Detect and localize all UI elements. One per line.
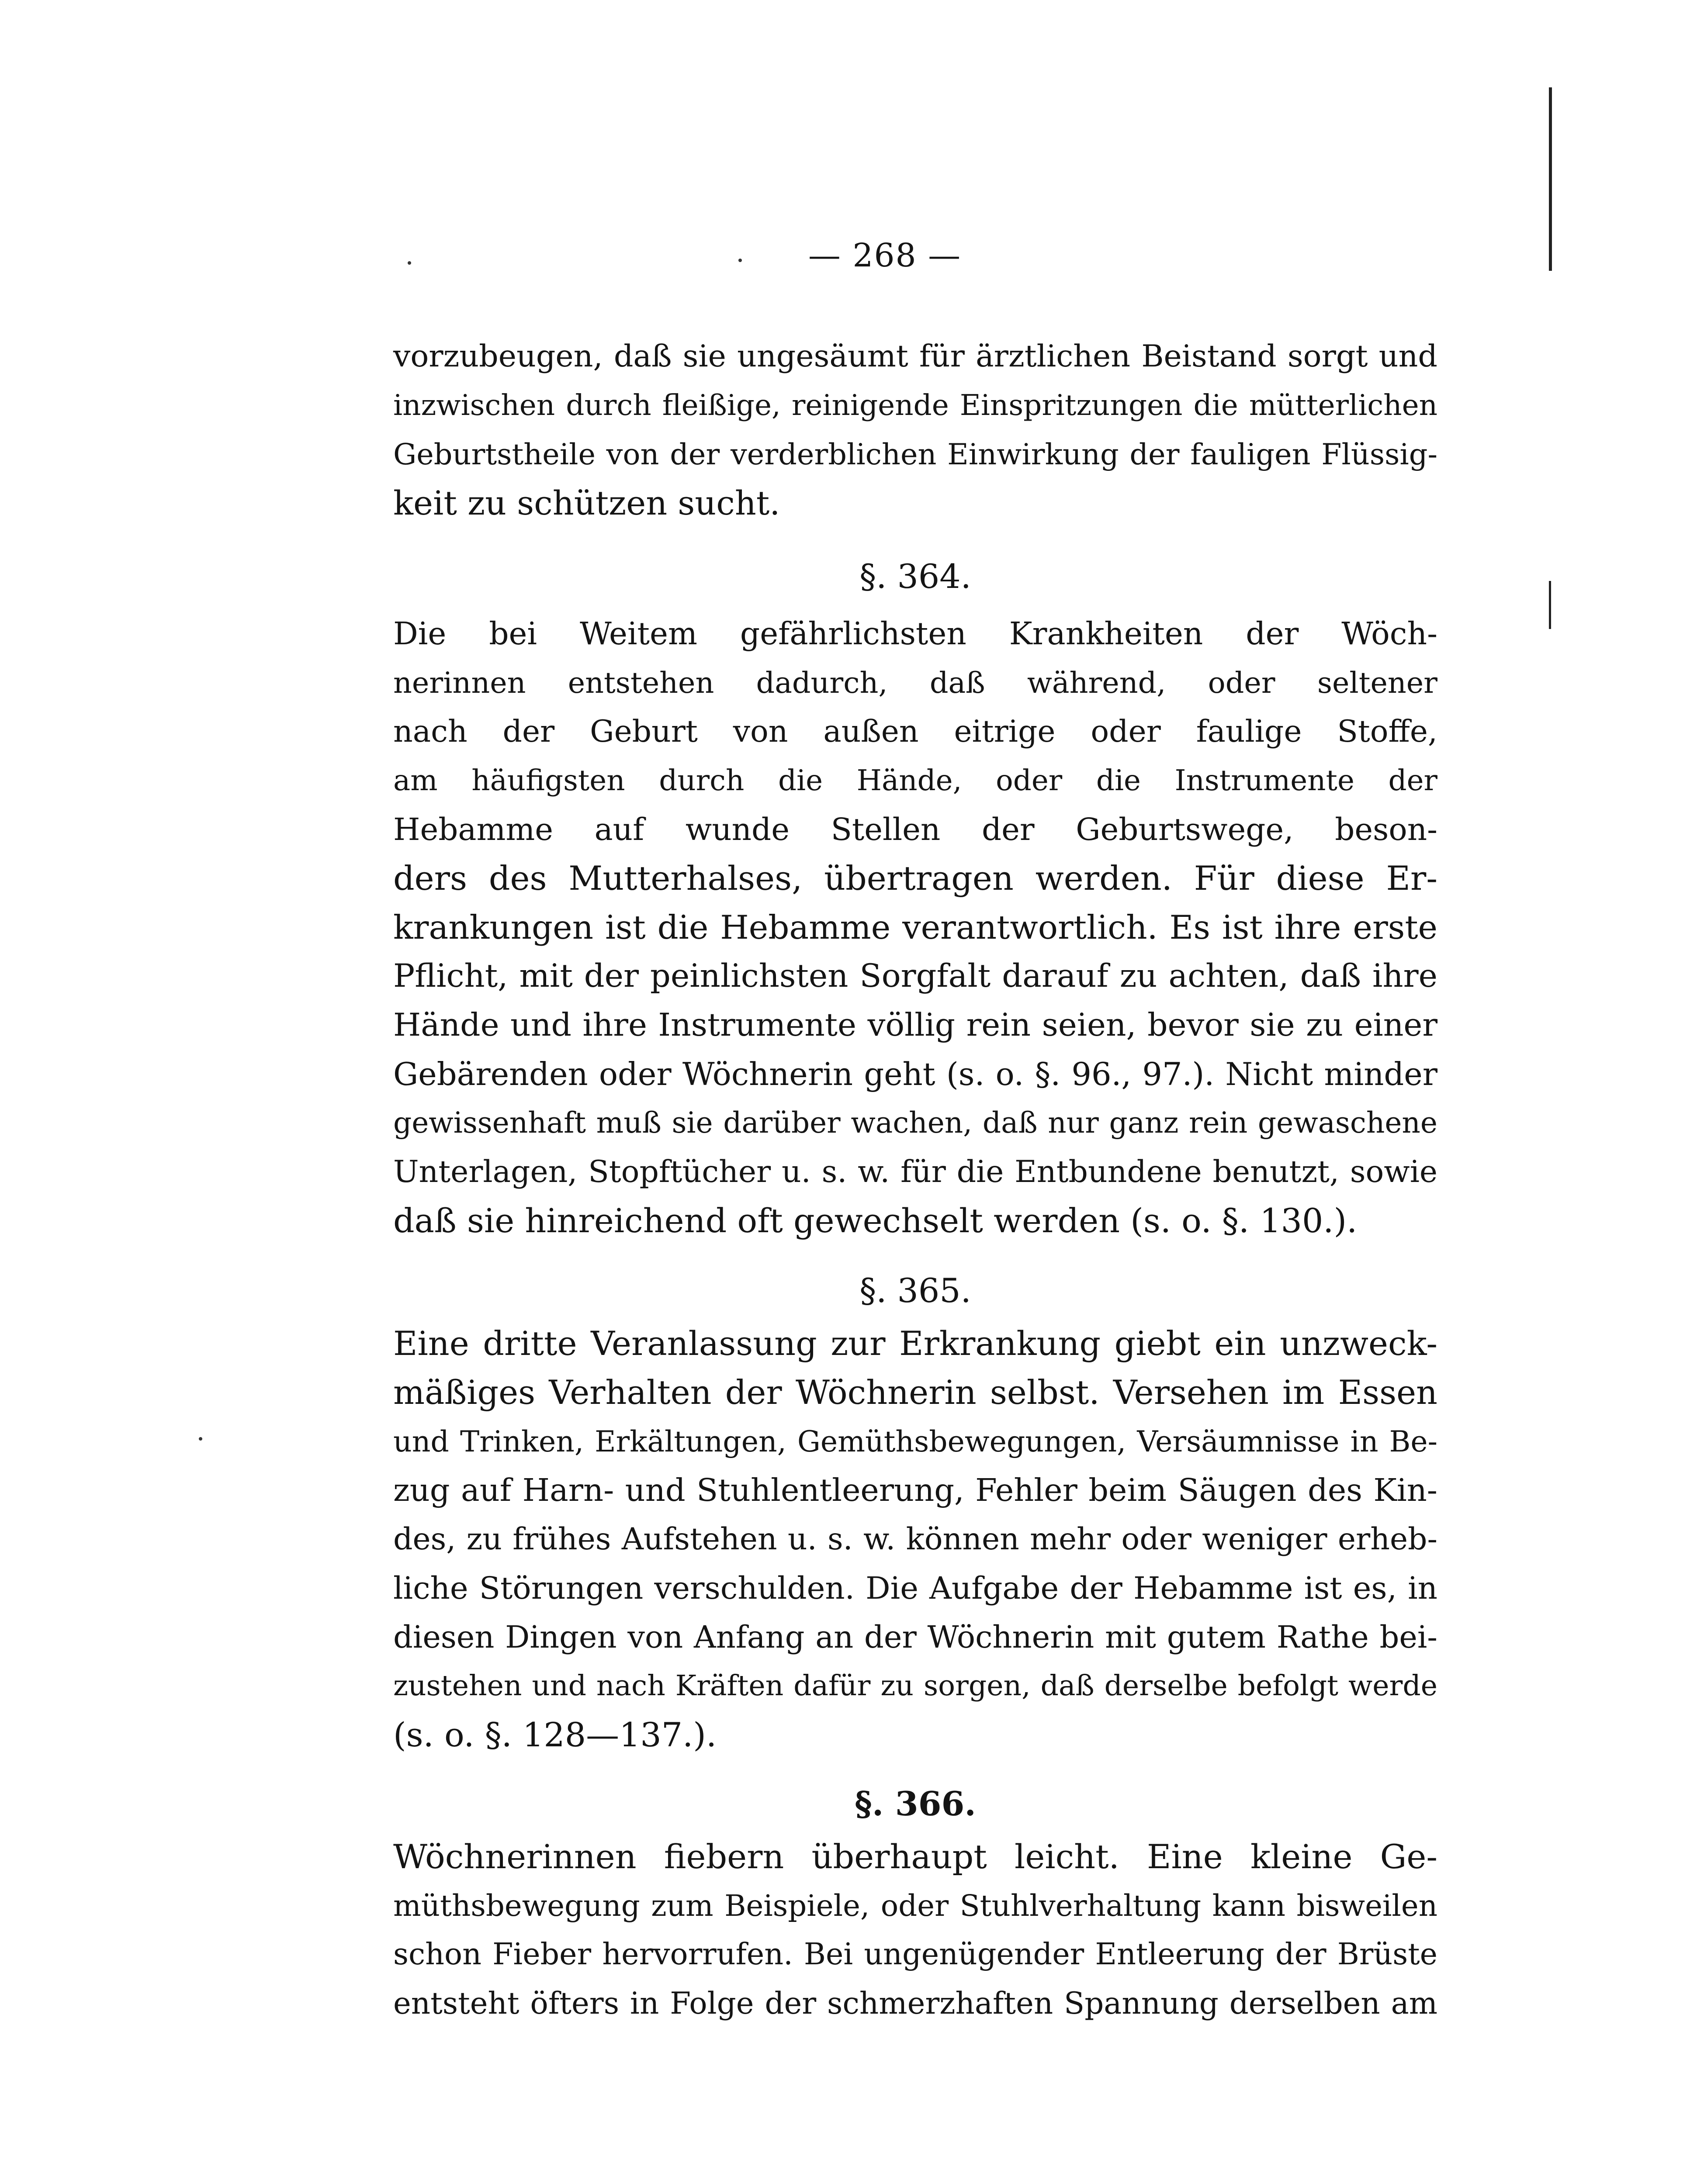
text-line: nerinnen entstehen dadurch, daß während, oder seltener [393, 666, 1437, 700]
text-line: Gebärenden oder Wöchnerin geht (s. o. §. 96., 97.). Nicht minder [393, 1056, 1437, 1092]
scan-speck [738, 259, 742, 262]
text-line: krankungen ist die Hebamme verantwortlich. Es ist ihre erste [393, 908, 1437, 947]
text-line: keit zu schützen sucht. [393, 484, 780, 522]
text-line: mäßiges Verhalten der Wöchnerin selbst. Versehen im Essen [393, 1373, 1437, 1412]
text-line: vorzubeugen, daß sie ungesäumt für ärztlichen Beistand sorgt und [393, 339, 1437, 374]
text-line: zug auf Harn- und Stuhlentleerung, Fehler beim Säugen des Kin- [393, 1472, 1437, 1508]
paragraph-366 [393, 1832, 1437, 2028]
text-line: inzwischen durch fleißige, reinigende Einspritzungen die mütterlichen [393, 388, 1437, 422]
section-heading-366: §. 366. [855, 1784, 976, 1823]
text-line: gewissenhaft muß sie darüber wachen, daß nur ganz rein gewaschene [393, 1106, 1437, 1140]
text-line: schon Fieber hervorrufen. Bei ungenügender Entleerung der Brüste [393, 1937, 1437, 1972]
scan-speck [408, 261, 411, 265]
scan-speck [199, 1437, 202, 1441]
text-line: ders des Mutterhalses, übertragen werden. Für diese Er- [393, 859, 1437, 898]
text-line: daß sie hinreichend oft gewechselt werden (s. o. §. 130.). [393, 1201, 1358, 1240]
text-line: Eine dritte Veranlassung zur Erkrankung giebt ein unzweck- [393, 1324, 1437, 1363]
text-line: liche Störungen verschulden. Die Aufgabe der Hebamme ist es, in [393, 1570, 1437, 1606]
text-line: Unterlagen, Stopftücher u. s. w. für die Entbundene benutzt, sowie [393, 1154, 1437, 1189]
text-line: Wöchnerinnen fiebern überhaupt leicht. Eine kleine Ge- [393, 1837, 1437, 1876]
scan-edge-mark [1549, 581, 1551, 629]
paragraph-364 [393, 609, 1437, 1245]
page-number: — 268 — [808, 237, 962, 274]
text-line: Die bei Weitem gefährlichsten Krankheiten der Wöch- [393, 615, 1437, 652]
text-line: zustehen und nach Kräften dafür zu sorgen, daß derselbe befolgt werde [393, 1669, 1437, 1702]
text-line: des, zu frühes Aufstehen u. s. w. können mehr oder weniger erheb- [393, 1522, 1437, 1557]
text-line: Hände und ihre Instrumente völlig rein seien, bevor sie zu einer [393, 1007, 1437, 1044]
text-line: Geburtstheile von der verderblichen Einwirkung der fauligen Flüssig- [393, 437, 1437, 471]
section-heading-365: §. 365. [859, 1271, 971, 1310]
text-line: nach der Geburt von außen eitrige oder faulige Stoffe, [393, 714, 1437, 749]
paragraph-continuation [393, 332, 1437, 528]
text-line: und Trinken, Erkältungen, Gemüthsbewegungen, Versäumnisse in Be- [393, 1424, 1437, 1458]
text-line: (s. o. §. 128—137.). [393, 1715, 717, 1754]
scan-edge-mark [1549, 87, 1552, 271]
text-line: diesen Dingen von Anfang an der Wöchnerin mit gutem Rathe bei- [393, 1619, 1437, 1655]
section-heading-364: §. 364. [859, 557, 971, 596]
paragraph-365 [393, 1319, 1437, 1759]
text-line: entsteht öfters in Folge der schmerzhaften Spannung derselben am [393, 1986, 1437, 2021]
text-line: Pflicht, mit der peinlichsten Sorgfalt darauf zu achten, daß ihre [393, 957, 1437, 995]
text-line: am häufigsten durch die Hände, oder die Instrumente der [393, 764, 1437, 797]
text-line: müthsbewegung zum Beispiele, oder Stuhlverhaltung kann bisweilen [393, 1889, 1437, 1923]
text-line: Hebamme auf wunde Stellen der Geburtswege, beson- [393, 812, 1437, 847]
